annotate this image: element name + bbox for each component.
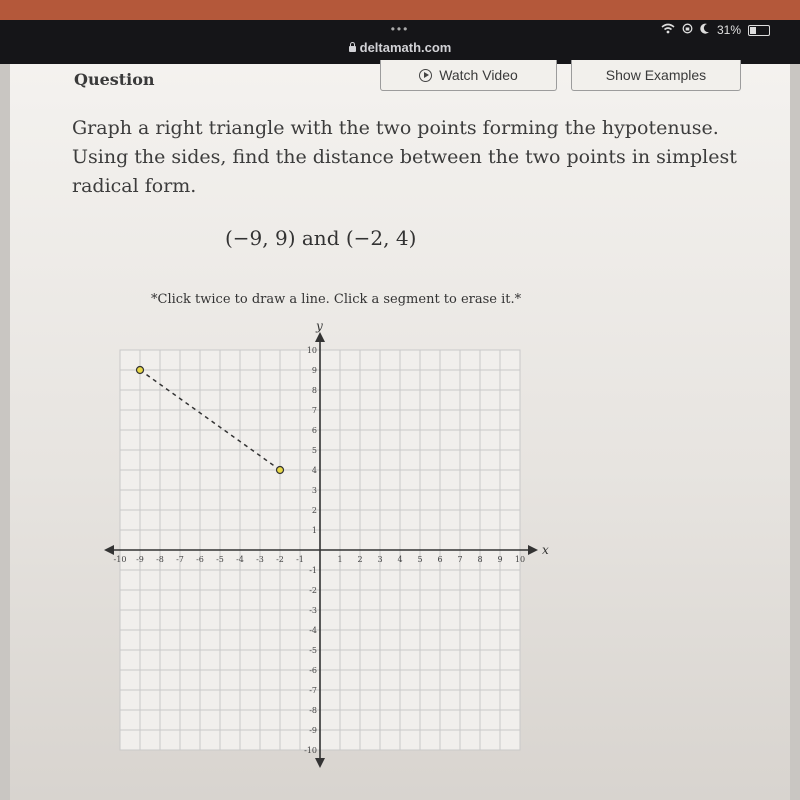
y-tick-label: 7 [311,406,317,415]
address-bar[interactable] [0,40,800,55]
y-tick-label: -10 [304,746,317,755]
browser-menu-dots[interactable]: ••• [390,22,410,36]
y-tick-label: -2 [309,586,317,595]
y-tick-label: -1 [309,566,317,575]
x-axis-arrow-left [104,545,114,555]
x-tick-label: -8 [156,555,164,564]
y-tick-label: -3 [309,606,317,615]
x-tick-label: 9 [497,555,503,564]
y-tick-label: 10 [306,346,317,355]
y-tick-label: 8 [311,386,317,395]
y-tick-label: 5 [311,446,317,455]
url-text: deltamath.com [359,40,452,55]
watch-video-label: Watch Video [439,67,518,83]
coordinate-graph[interactable] [100,319,549,780]
lock-icon [349,46,356,52]
x-tick-label: 6 [437,555,443,564]
x-tick-label: 10 [514,555,526,564]
y-axis-arrow-up [315,332,325,342]
show-examples-label: Show Examples [605,67,707,83]
wifi-icon [661,23,675,37]
x-tick-label: 2 [357,555,363,564]
lock-rotation-icon [682,23,693,37]
x-tick-label: -1 [296,555,304,564]
y-tick-label: 1 [311,526,317,535]
x-tick-label: 4 [397,555,403,564]
y-tick-label: 3 [311,486,317,495]
graph-point-1[interactable] [137,367,144,374]
x-tick-label: 1 [337,555,343,564]
x-tick-label: -4 [236,555,244,564]
question-label: Question [74,70,155,89]
y-axis-label: y [316,319,323,333]
x-axis-arrow-right [528,545,538,555]
y-tick-label: -6 [309,666,317,675]
y-tick-label: -5 [309,646,317,655]
status-icons [661,23,770,37]
x-tick-label: 8 [477,555,483,564]
x-tick-label: -7 [176,555,184,564]
top-color-strip [0,0,800,20]
y-axis-arrow-down [315,758,325,768]
x-tick-label: -10 [113,555,127,564]
x-tick-label: -5 [216,555,224,564]
battery-icon [748,25,770,36]
y-tick-label: -8 [309,706,317,715]
browser-bar [0,20,800,64]
y-tick-label: -7 [309,686,317,695]
play-icon [419,69,432,82]
question-page [10,64,790,800]
moon-icon [700,23,710,37]
x-tick-label: -3 [256,555,264,564]
y-tick-label: 9 [311,366,317,375]
y-tick-label: 6 [311,426,317,435]
x-tick-label: -2 [276,555,284,564]
y-tick-label: 4 [311,466,317,475]
y-tick-label: -9 [309,726,317,735]
show-examples-button[interactable] [571,60,741,91]
y-tick-label: -4 [309,626,317,635]
x-axis-label: x [542,543,549,557]
x-tick-label: -6 [196,555,204,564]
problem-points: (−9, 9) and (−2, 4) [225,226,417,250]
x-tick-label: 5 [417,555,423,564]
graph-point-2[interactable] [277,467,284,474]
graph-instructions: *Click twice to draw a line. Click a segment to erase it.* [151,292,522,307]
x-tick-label: -9 [136,555,144,564]
x-tick-label: 7 [457,555,463,564]
y-tick-label: 2 [311,506,317,515]
problem-prompt: Graph a right triangle with the two points forming the hypotenuse. Using the sides, find the distance between the two points in simplest radical form. [72,117,737,197]
x-tick-label: 3 [377,555,383,564]
battery-percent: 31% [716,23,741,37]
watch-video-button[interactable] [380,60,557,91]
